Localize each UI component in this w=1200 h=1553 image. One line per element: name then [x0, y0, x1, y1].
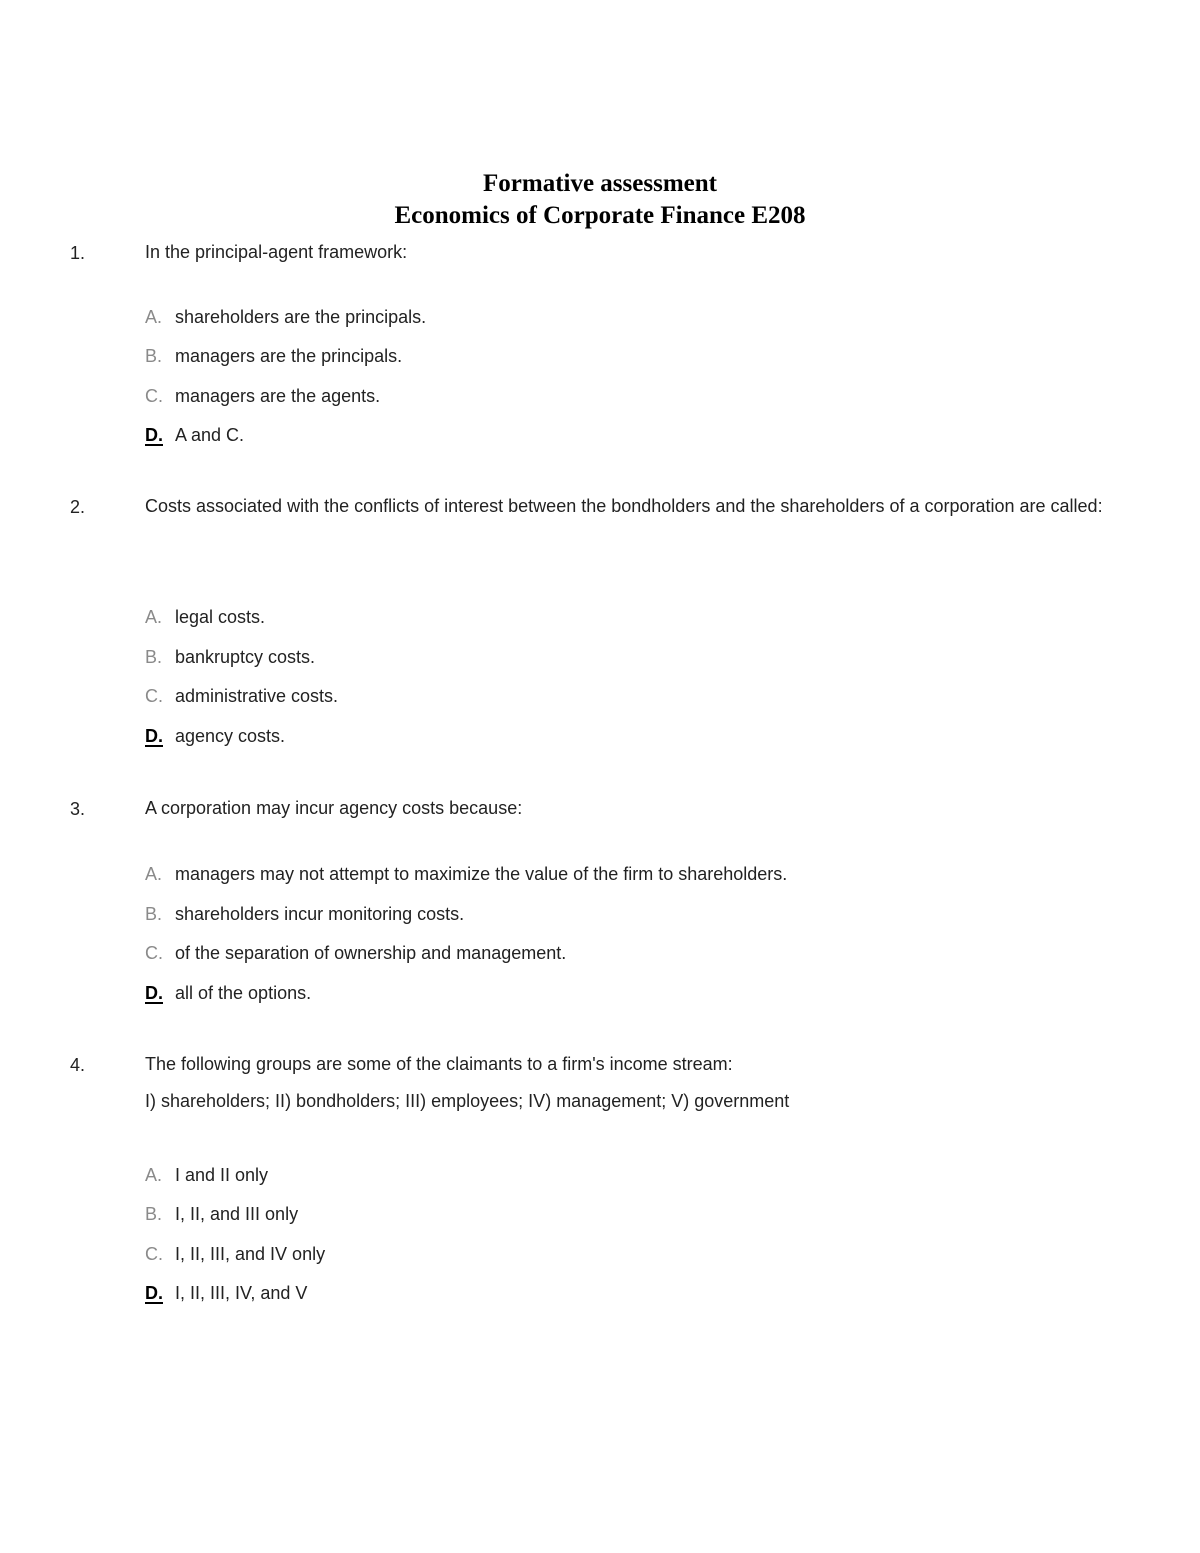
option-letter: C. [145, 943, 163, 963]
correct-answer-letter: D. [145, 425, 163, 445]
option-text: A and C. [175, 425, 245, 445]
question-4-option-b [145, 1201, 298, 1227]
question-1-number: 1. [70, 243, 86, 263]
question-4-number: 4. [70, 1055, 86, 1075]
question-4-option-c [145, 1241, 325, 1267]
option-text: managers are the agents. [175, 386, 381, 406]
correct-answer-letter: D. [145, 1283, 163, 1303]
option-text: of the separation of ownership and management. [175, 943, 567, 963]
option-text: I, II, III, and IV only [175, 1244, 326, 1264]
option-letter: C. [145, 386, 163, 406]
option-text: managers may not attempt to maximize the value of the firm to shareholders. [175, 864, 788, 884]
option-letter: A. [145, 307, 163, 327]
option-text: bankruptcy costs. [175, 647, 316, 667]
question-4-text: The following groups are some of the claimants to a firm's income stream: [145, 1054, 733, 1074]
option-text: I and II only [175, 1165, 269, 1185]
question-3-text: A corporation may incur agency costs because: [145, 798, 523, 818]
option-letter: B. [145, 904, 163, 924]
option-letter: A. [145, 1165, 163, 1185]
option-text: legal costs. [175, 607, 266, 627]
option-text: I, II, III, IV, and V [175, 1283, 308, 1303]
question-3-number: 3. [70, 799, 86, 819]
question-3-option-b [145, 901, 464, 927]
question-1-option-b [145, 343, 402, 369]
question-2-option-b [145, 644, 315, 670]
question-2-text: Costs associated with the conflicts of interest between the bondholders and the shareholders of a corporation are called: [145, 496, 1103, 516]
option-text: administrative costs. [175, 686, 339, 706]
option-text: shareholders incur monitoring costs. [175, 904, 465, 924]
correct-answer-letter: D. [145, 726, 163, 746]
option-letter: B. [145, 647, 163, 667]
question-4-option-d [145, 1280, 307, 1306]
option-text: all of the options. [175, 983, 312, 1003]
option-letter: B. [145, 346, 163, 366]
document-title: Formative assessment [483, 170, 717, 197]
question-2-number: 2. [70, 497, 86, 517]
question-4-claimants-list: I) shareholders; II) bondholders; III) employees; IV) management; V) government [145, 1091, 790, 1111]
question-2-option-a [145, 604, 265, 630]
question-1-option-a [145, 304, 426, 330]
option-text: managers are the principals. [175, 346, 403, 366]
question-1-option-d [145, 422, 244, 448]
question-4-option-a [145, 1162, 268, 1188]
question-1-option-c [145, 383, 380, 409]
option-letter: A. [145, 607, 163, 627]
option-letter: A. [145, 864, 163, 884]
question-2-option-d [145, 723, 285, 749]
option-text: agency costs. [175, 726, 286, 746]
correct-answer-letter: D. [145, 983, 163, 1003]
option-text: I, II, and III only [175, 1204, 299, 1224]
option-letter: B. [145, 1204, 163, 1224]
question-2-option-c [145, 683, 338, 709]
question-3-option-c [145, 940, 566, 966]
option-letter: C. [145, 1244, 163, 1264]
option-text: shareholders are the principals. [175, 307, 427, 327]
document-subtitle: Economics of Corporate Finance E208 [394, 202, 806, 229]
question-3-option-d [145, 980, 311, 1006]
option-letter: C. [145, 686, 163, 706]
question-1-text: In the principal-agent framework: [145, 242, 408, 262]
question-3-option-a [145, 861, 787, 887]
